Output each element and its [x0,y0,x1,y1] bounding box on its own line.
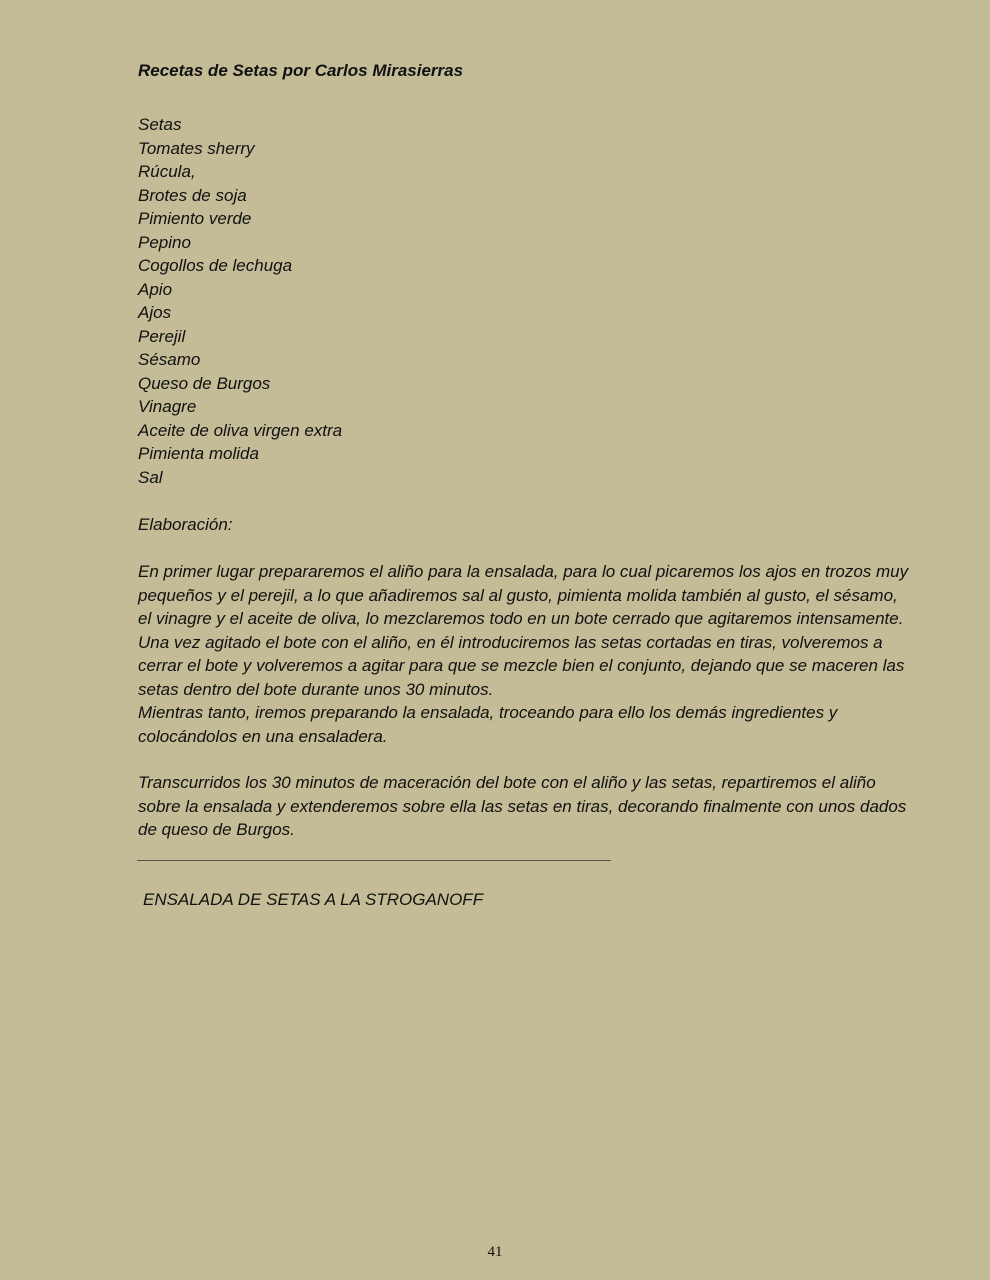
ingredient-item: Setas [138,115,182,134]
ingredient-item: Queso de Burgos [138,373,271,393]
next-recipe-title: ENSALADA DE SETAS A LA STROGANOFF [143,890,484,909]
ingredient-item: Pimienta molida [138,444,259,463]
page-title: Recetas de Setas por Carlos Mirasierras [138,61,464,80]
elaboration-paragraph: Transcurridos los 30 minutos de maceración del bote con el aliño y las setas, repartiremos el aliño sobre la ensalada y extenderemos sobre ella las setas en tiras, decorando finalmente con unos dados de queso de Burgos. [138,773,907,839]
ingredient-item: Apio [138,279,173,299]
ingredients-list [138,113,342,489]
ingredient-item: Aceite de oliva virgen extra [138,420,343,440]
page-number: 41 [487,1244,503,1260]
ingredient-item: Sal [138,467,163,487]
ingredient-item: Pimiento verde [138,209,252,228]
ingredient-item: Rúcula, [138,162,196,181]
ingredient-item: Ajos [138,303,172,322]
elaboration-paragraph: Mientras tanto, iremos preparando la ensalada, troceando para ello los demás ingredientes y colocándolos en una ensaladera. [138,703,838,746]
ingredient-item: Brotes de soja [138,185,247,205]
ingredient-item: Pepino [138,232,191,252]
ingredient-item: Sésamo [138,350,201,369]
ingredient-item: Vinagre [138,397,197,416]
ingredient-item: Tomates sherry [138,138,255,158]
elaboration-paragraph: En primer lugar prepararemos el aliño para la ensalada, para lo cual picaremos los ajos en trozos muy pequeños y el perejil, a lo que añadiremos sal al gusto, pimienta molida también al gusto, el sésamo, el vinagre y el aceite de oliva, lo mezclaremos todo en un bote cerrado que agitaremos intensamente. Una vez agitado el bote con el aliño, en él introduciremos las setas cortadas en tiras, volveremos a cerrar el bote y volveremos a agitar para que se mezcle bien el conjunto, dejando que se maceren las setas dentro del bote durante unos 30 minutos. [138,562,909,699]
ingredient-item: Cogollos de lechuga [138,256,293,275]
ingredient-item: Perejil [138,326,186,346]
section-divider [137,860,611,861]
elaboration-heading: Elaboración: [138,515,233,534]
